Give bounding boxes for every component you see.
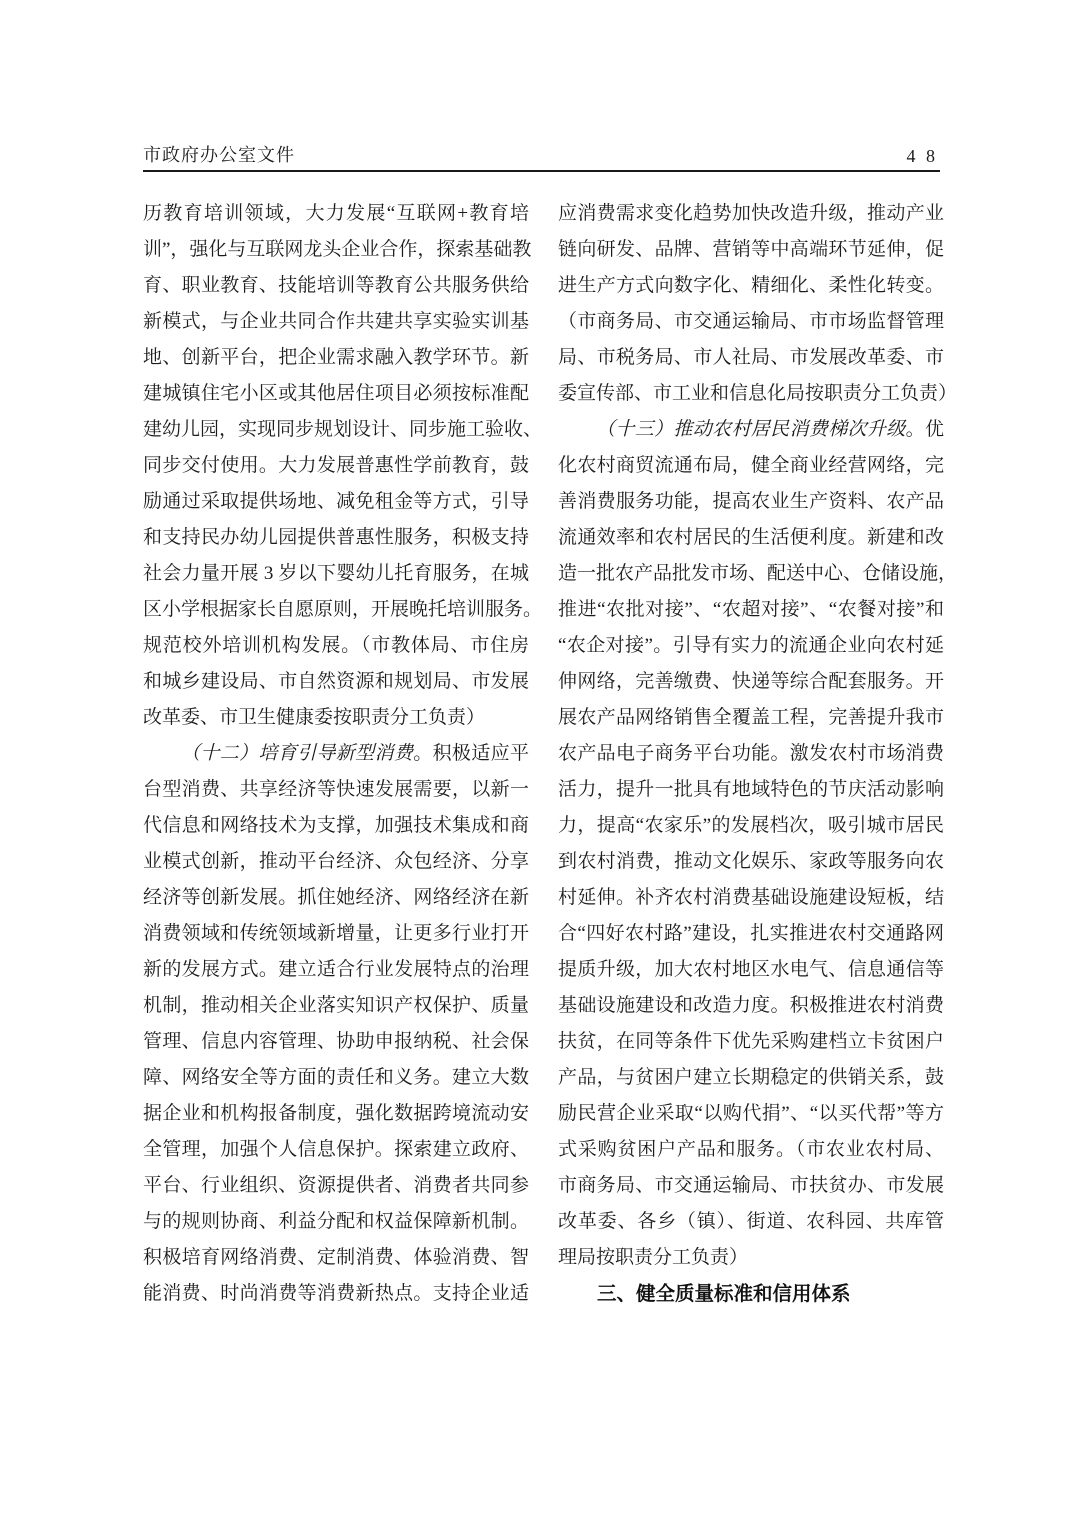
text-line: 和支持民办幼儿园提供普惠性服务，积极支持	[143, 527, 529, 548]
document-body	[143, 196, 958, 1312]
text-line: 改革委、各乡（镇）、街道、农科园、共库管	[558, 1211, 944, 1232]
kai-emphasis: （十三）	[596, 419, 674, 440]
text-line: 合“四好农村路”建设，扎实推进农村交通路网	[558, 923, 944, 944]
kai-emphasis: 推动农村居民消费梯次升级	[673, 419, 906, 440]
text-line: 规范校外培训机构发展。（市教体局、市住房	[143, 635, 529, 656]
text-line: 理局按职责分工负责）	[558, 1247, 749, 1268]
text-line: 推进“农批对接”、“农超对接”、“农餐对接”和	[558, 599, 944, 620]
text-line: 训”，强化与互联网龙头企业合作，探索基础教	[143, 239, 532, 260]
text-line: 业模式创新，推动平台经济、众包经济、分享	[143, 851, 529, 872]
kai-emphasis: （十二）	[181, 743, 259, 764]
text-line	[558, 412, 944, 448]
text-line: 代信息和网络技术为支撑，加强技术集成和商	[143, 815, 529, 836]
text-line: 新的发展方式。建立适合行业发展特点的治理	[143, 959, 529, 980]
text-line: 基础设施建设和改造力度。积极推进农村消费	[558, 995, 944, 1016]
text-line: 式采购贫困户产品和服务。（市农业农村局、	[558, 1139, 944, 1160]
text-line: 平台、行业组织、资源提供者、消费者共同参	[143, 1175, 529, 1196]
text-line: 活力，提升一批具有地域特色的节庆活动影响	[558, 779, 944, 800]
text-line: 局、市税务局、市人社局、市发展改革委、市	[558, 347, 944, 368]
text-run: 。积极适应平	[413, 743, 529, 764]
text-line: 积极培育网络消费、定制消费、体验消费、智	[143, 1247, 529, 1268]
text-line: 化农村商贸流通布局，健全商业经营网络，完	[558, 455, 944, 476]
text-line: 流通效率和农村居民的生活便利度。新建和改	[558, 527, 944, 548]
text-line: 励民营企业采取“以购代捐”、“以买代帮”等方	[558, 1103, 944, 1124]
page-header	[143, 141, 940, 172]
text-line: 链向研发、品牌、营销等中高端环节延伸，促	[558, 239, 944, 260]
text-line: 区小学根据家长自愿原则，开展晚托培训服务。	[143, 599, 543, 620]
text-line: 建城镇住宅小区或其他居住项目必须按标准配	[143, 383, 529, 404]
text-line: 改革委、市卫生健康委按职责分工负责）	[143, 707, 486, 728]
text-line: 和城乡建设局、市自然资源和规划局、市发展	[143, 671, 529, 692]
text-line: 展农产品网络销售全覆盖工程，完善提升我市	[558, 707, 944, 728]
page-number: 4 8	[906, 146, 938, 166]
text-line: 应消费需求变化趋势加快改造升级，推动产业	[558, 203, 944, 224]
text-line: 能消费、时尚消费等消费新热点。支持企业适	[143, 1283, 529, 1304]
right-column	[558, 196, 958, 1312]
text-line: 障、网络安全等方面的责任和义务。建立大数	[143, 1067, 529, 1088]
text-line: 管理、信息内容管理、协助申报纳税、社会保	[143, 1031, 529, 1052]
text-line: 提质升级，加大农村地区水电气、信息通信等	[558, 959, 944, 980]
text-line: 产品，与贫困户建立长期稳定的供销关系，鼓	[558, 1067, 944, 1088]
text-line: 建幼儿园，实现同步规划设计、同步施工验收、	[143, 419, 543, 440]
text-line: 村延伸。补齐农村消费基础设施建设短板，结	[558, 887, 944, 908]
paragraph-block	[558, 196, 958, 412]
text-line: 育、职业教育、技能培训等教育公共服务供给	[143, 275, 529, 296]
text-line: 消费领域和传统领域新增量，让更多行业打开	[143, 923, 529, 944]
text-line	[143, 736, 529, 772]
text-line: 地、创新平台，把企业需求融入教学环节。新	[143, 347, 529, 368]
text-line: 励通过采取提供场地、减免租金等方式，引导	[143, 491, 529, 512]
text-line: 进生产方式向数字化、精细化、柔性化转变。	[558, 275, 944, 296]
text-line: 农产品电子商务平台功能。激发农村市场消费	[558, 743, 944, 764]
text-line: 社会力量开展 3 岁以下婴幼儿托育服务，在城	[143, 563, 529, 584]
text-line: 造一批农产品批发市场、配送中心、仓储设施，	[558, 563, 958, 584]
text-run: 。优	[905, 419, 944, 440]
text-line: 伸网络，完善缴费、快递等综合配套服务。开	[558, 671, 944, 692]
text-line: 力，提高“农家乐”的发展档次，吸引城市居民	[558, 815, 944, 836]
text-line: 到农村消费，推动文化娱乐、家政等服务向农	[558, 851, 944, 872]
kai-emphasis: 培育引导新型消费	[258, 743, 414, 764]
section-heading-block	[558, 1276, 944, 1312]
paragraph-block	[143, 736, 529, 1312]
text-line: 扶贫，在同等条件下优先采购建档立卡贫困户	[558, 1031, 944, 1052]
section-heading: 三、健全质量标准和信用体系	[597, 1283, 851, 1305]
header-doc-type: 市政府办公室文件	[143, 145, 295, 165]
text-line: （市商务局、市交通运输局、市市场监督管理	[558, 311, 944, 332]
text-line: 善消费服务功能，提高农业生产资料、农产品	[558, 491, 944, 512]
paragraph-block	[558, 412, 958, 1276]
text-line: 同步交付使用。大力发展普惠性学前教育，鼓	[143, 455, 529, 476]
text-line: 经济等创新发展。抓住她经济、网络经济在新	[143, 887, 529, 908]
text-line: 机制，推动相关企业落实知识产权保护、质量	[143, 995, 529, 1016]
text-line: 全管理，加强个人信息保护。探索建立政府、	[143, 1139, 529, 1160]
text-line: 历教育培训领域，大力发展“互联网+教育培	[143, 203, 529, 224]
text-line: 与的规则协商、利益分配和权益保障新机制。	[143, 1211, 529, 1232]
paragraph-block	[143, 196, 543, 736]
left-column	[143, 196, 543, 1312]
text-line: 据企业和机构报备制度，强化数据跨境流动安	[143, 1103, 529, 1124]
text-line: 委宣传部、市工业和信息化局按职责分工负责）	[558, 383, 958, 404]
text-line: 新模式，与企业共同合作共建共享实验实训基	[143, 311, 529, 332]
text-line: 台型消费、共享经济等快速发展需要，以新一	[143, 779, 529, 800]
text-line: “农企对接”。引导有实力的流通企业向农村延	[558, 635, 944, 656]
text-line: 市商务局、市交通运输局、市扶贫办、市发展	[558, 1175, 944, 1196]
